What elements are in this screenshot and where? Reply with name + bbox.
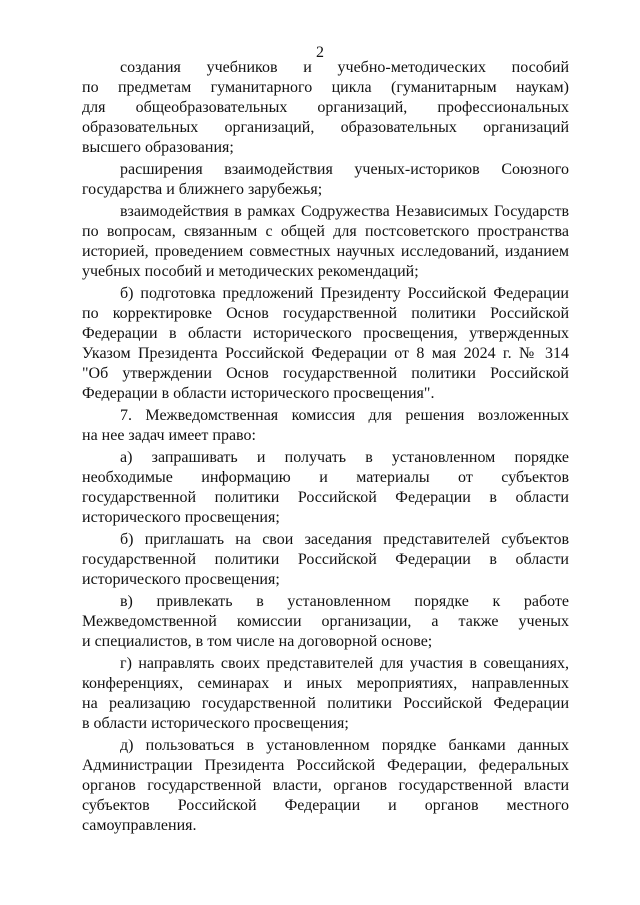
paragraph-line: государственной политики Российской Федерации в области bbox=[82, 489, 569, 506]
paragraph-line: необходимые информацию и материалы от субъектов bbox=[82, 469, 569, 486]
paragraph bbox=[82, 58, 569, 158]
paragraph-line: по предметам гуманитарного цикла (гуманитарным наукам) bbox=[82, 79, 569, 96]
paragraph-line: по вопросам, связанным с общей для постсоветского пространства bbox=[82, 223, 569, 240]
paragraph-line: и специалистов, в том числе на договорной основе; bbox=[82, 633, 433, 650]
document-body bbox=[82, 58, 569, 836]
paragraph-line: Указом Президента Российской Федерации от 8 мая 2024 г. № 314 bbox=[82, 345, 569, 362]
paragraph-line: субъектов Российской Федерации и органов местного bbox=[82, 797, 569, 814]
paragraph-line: историей, проведением совместных научных исследований, изданием bbox=[82, 243, 569, 260]
paragraph-line: Администрации Президента Российской Федерации, федеральных bbox=[82, 757, 569, 774]
paragraph-line: б) приглашать на свои заседания представителей субъектов bbox=[120, 531, 569, 548]
paragraph bbox=[82, 284, 569, 404]
paragraph-line: для общеобразовательных организаций, профессиональных bbox=[82, 99, 569, 116]
paragraph bbox=[82, 448, 569, 528]
paragraph-line: государственной политики Российской Федерации в области bbox=[82, 551, 569, 568]
paragraph-line: в области исторического просвещения; bbox=[82, 715, 349, 732]
paragraph-line: Межведомственной комиссии организации, а также ученых bbox=[82, 613, 569, 630]
paragraph-line: высшего образования; bbox=[82, 139, 234, 156]
paragraph-line: государства и ближнего зарубежья; bbox=[82, 181, 323, 198]
page-number: 2 bbox=[316, 44, 324, 61]
paragraph-line: конференциях, семинарах и иных мероприятиях, направленных bbox=[82, 675, 569, 692]
paragraph bbox=[82, 202, 569, 282]
paragraph-line: б) подготовка предложений Президенту Российской Федерации bbox=[120, 285, 569, 302]
paragraph-line: по корректировке Основ государственной политики Российской bbox=[82, 305, 569, 322]
paragraph-line: Федерации в области исторического просвещения". bbox=[82, 385, 435, 402]
paragraph-line: "Об утверждении Основ государственной политики Российской bbox=[82, 365, 569, 382]
paragraph bbox=[82, 654, 569, 734]
paragraph bbox=[82, 530, 569, 590]
paragraph-line: г) направлять своих представителей для участия в совещаниях, bbox=[120, 655, 569, 672]
paragraph-line: на нее задач имеет право: bbox=[82, 427, 256, 444]
paragraph-line: д) пользоваться в установленном порядке банками данных bbox=[120, 737, 569, 754]
paragraph-line: взаимодействия в рамках Содружества Независимых Государств bbox=[120, 203, 569, 220]
paragraph bbox=[82, 736, 569, 836]
paragraph bbox=[82, 592, 569, 652]
paragraph-line: 7. Межведомственная комиссия для решения возложенных bbox=[120, 407, 569, 424]
paragraph-line: учебных пособий и методических рекомендаций; bbox=[82, 263, 419, 280]
paragraph-line: исторического просвещения; bbox=[82, 571, 280, 588]
paragraph-line: исторического просвещения; bbox=[82, 509, 280, 526]
paragraph-line: создания учебников и учебно-методических пособий bbox=[120, 59, 569, 76]
paragraph-line: на реализацию государственной политики Российской Федерации bbox=[82, 695, 569, 712]
paragraph-line: органов государственной власти, органов государственной власти bbox=[82, 777, 569, 794]
paragraph-line: Федерации в области исторического просвещения, утвержденных bbox=[82, 325, 569, 342]
paragraph bbox=[82, 406, 569, 446]
paragraph-line: самоуправления. bbox=[82, 817, 197, 834]
paragraph-line: расширения взаимодействия ученых-историков Союзного bbox=[120, 161, 569, 178]
paragraph-line: в) привлекать в установленном порядке к работе bbox=[120, 593, 569, 610]
paragraph bbox=[82, 160, 569, 200]
paragraph-line: а) запрашивать и получать в установленном порядке bbox=[120, 449, 569, 466]
paragraph-line: образовательных организаций, образовательных организаций bbox=[82, 119, 569, 136]
